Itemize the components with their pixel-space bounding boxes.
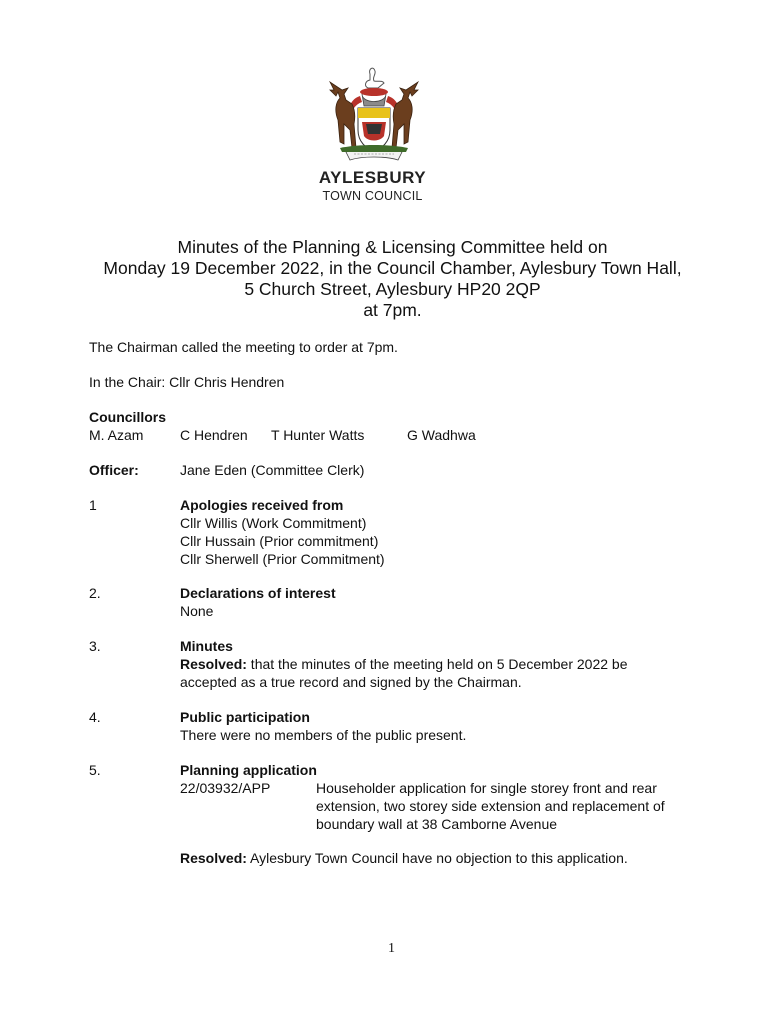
planning-description-line: boundary wall at 38 Camborne Avenue [316,816,558,832]
public-participation-text: There were no members of the public present. [180,727,467,743]
councillors-heading: Councillors [89,409,167,425]
councillor-name: G Wadhwa [407,427,476,443]
officer-label: Officer: [89,462,139,478]
council-name-line2: TOWN COUNCIL [322,189,423,203]
item-number: 5. [89,762,101,778]
officer-value: Jane Eden (Committee Clerk) [180,462,365,478]
apologies-heading: Apologies received from [180,497,344,513]
apology-line: Cllr Sherwell (Prior Commitment) [180,551,385,567]
council-name [300,168,445,204]
item-number: 2. [89,585,101,601]
councillor-name: M. Azam [89,427,144,443]
council-name-line1: AYLESBURY [318,168,427,187]
item-number: 4. [89,709,101,725]
title-line-3: 5 Church Street, Aylesbury HP20 2QP [244,279,541,299]
councillor-name: T Hunter Watts [271,427,365,443]
planning-resolution-text: Aylesbury Town Council have no objection to this application. [246,850,628,866]
item-number: 1 [89,497,97,513]
council-crest-logo [318,64,430,168]
councillor-name: C Hendren [180,427,248,443]
planning-reference: 22/03932/APP [180,780,271,796]
planning-description-line: extension, two storey side extension and replacement of [316,798,665,814]
called-to-order-text: The Chairman called the meeting to order at 7pm. [89,339,398,355]
title-line-2: Monday 19 December 2022, in the Council Chamber, Aylesbury Town Hall, [103,258,682,278]
declarations-text: None [180,603,214,619]
minutes-resolution-line1 [180,655,628,673]
title-line-4: at 7pm. [363,300,422,320]
public-participation-heading: Public participation [180,709,310,725]
apology-line: Cllr Willis (Work Commitment) [180,515,367,531]
title-line-1: Minutes of the Planning & Licensing Committee held on [177,237,608,257]
minutes-resolution-text: that the minutes of the meeting held on 5 December 2022 be [246,656,628,672]
apology-line: Cllr Hussain (Prior commitment) [180,533,379,549]
minutes-resolution-line2: accepted as a true record and signed by the Chairman. [180,674,522,690]
resolved-label: Resolved: [180,850,247,866]
planning-application-heading: Planning application [180,762,317,778]
document-title [60,237,725,321]
declarations-heading: Declarations of interest [180,585,336,601]
in-the-chair-text: In the Chair: Cllr Chris Hendren [89,374,285,390]
minutes-heading: Minutes [180,638,233,654]
page-number: 1 [388,941,395,956]
item-number: 3. [89,638,101,654]
planning-resolution [180,849,628,867]
planning-description-line: Householder application for single storey front and rear [316,780,657,796]
resolved-label: Resolved: [180,656,247,672]
